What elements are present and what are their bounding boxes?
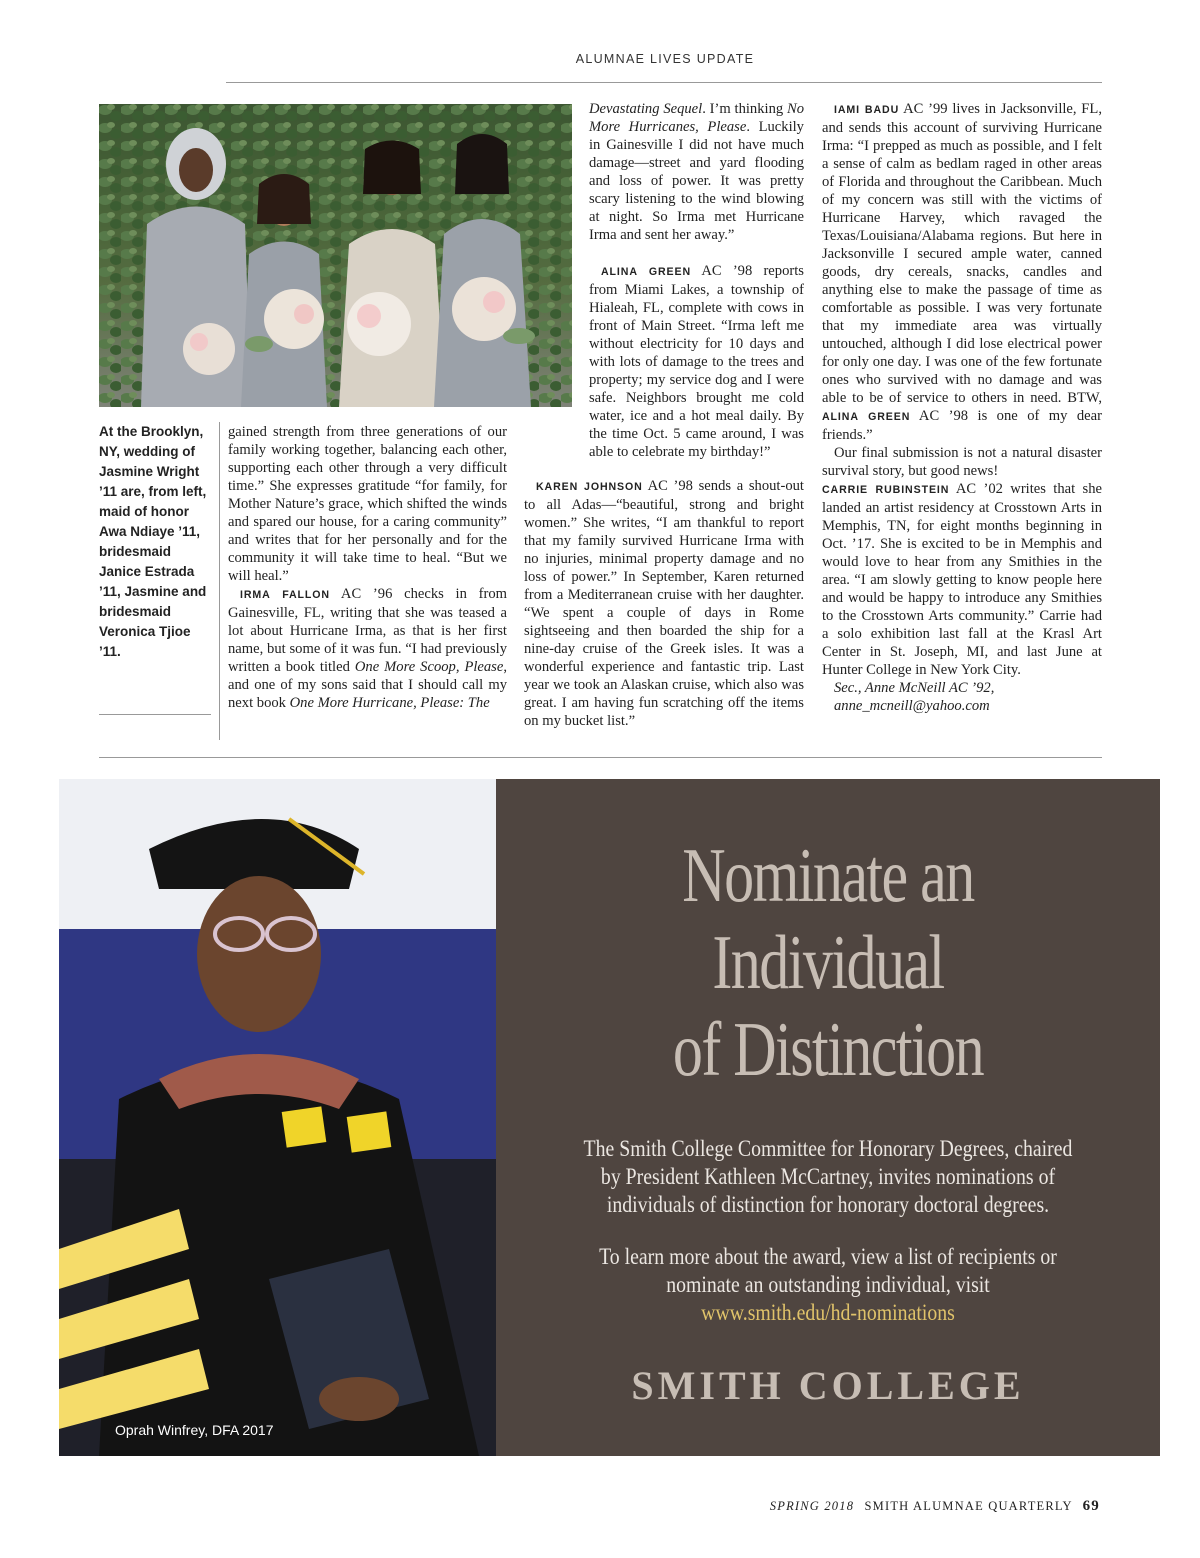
- smith-college-logo: SMITH COLLEGE: [631, 1363, 1025, 1408]
- col3-paragraph-final: Our final submission is not a natural disaster survival story, but good news!: [822, 445, 1102, 479]
- wedding-photo-caption: At the Brooklyn, NY, wedding of Jasmine Wright ’11 are, from left, maid of honor Awa Ndiaye ’11, bridesmaid Janice Estrada ’11, Jasmine and bridesmaid Veronica Tjioe ’11.: [99, 424, 207, 659]
- nominations-link[interactable]: www.smith.edu/hd-nominations: [701, 1300, 955, 1325]
- page-number: 69: [1082, 1498, 1100, 1514]
- column-divider-1: [219, 422, 220, 740]
- wedding-photo-illustration: [99, 104, 572, 407]
- column-1: [228, 423, 507, 712]
- column-2-top: [589, 100, 804, 244]
- ad-photo-caption: Oprah Winfrey, DFA 2017: [115, 1422, 274, 1438]
- col1-paragraph-1: gained strength from three generations of our family working together, balancing each other, supporting each other through a very difficult time.” She expresses gratitude “for family, for Mother Nature’s grace, which shifted the winds and spared our house, for a caring community” and writes that for her personally and for the community it will take time to heal. “But we will heal.”: [228, 424, 507, 584]
- ad-body-2: To learn more about the award, view a list of recipients or nominate an outstanding individual, visit www.smith.edu/hd-nominations: [542, 1243, 1113, 1327]
- col3-paragraph-carrie: CARRIE RUBINSTEIN AC ’02 writes that she landed an artist residency at Crosstown Arts in Memphis, TN, for eight months beginning in Oct. ’17. She is excited to be in Memphis and would love to hear from any Smithies in the area. “I am slowly getting to know people here and would be happy to introduce any Smithies to the Crosstown Arts community.” Carrie had a solo exhibition last fall at the Krasl Art Center in St. Joseph, MI, and last June at Hunter College in New York City.: [822, 481, 1102, 678]
- col1-paragraph-irma: IRMA FALLON AC ’96 checks in from Gainesville, FL, writing that she was teased a lot about Hurricane Irma, as that is her first name, but some of it was fun. “I had previously written a book titled One More Scoop, Please, and one of my sons said that I should call my next book One More Hurricane, Please: The: [228, 586, 508, 711]
- col3-paragraph-iami: IAMI BADU AC ’99 lives in Jacksonville, FL, and sends this account of surviving Hurricane Irma: “I prepped as much as possible, and I felt a sense of calm as bedlam raged in other areas of Florida and throughout the Caribbean. Much of my concern was still with the victims of Hurricane Harvey, which ravaged the Texas/Louisiana/Alabama regions. But here in Jacksonville I secured ample water, canned goods, dry cereals, snacks, candles and anything else to make the passage of time as comfortable as possible. I was very fortunate that my immediate area was virtually untouched, although I did lose electrical power for only one day. I was one of the few fortunate ones who survived with no damage and was able to be of service to others in need. BTW, ALINA GREEN AC ’98 is one of my dear friends.”: [822, 101, 1102, 443]
- header-rule: [226, 82, 1102, 83]
- column-2-karen: [524, 477, 804, 730]
- ad-title: Nominate an Individual of Distinction: [672, 832, 984, 1092]
- wedding-photo: [99, 104, 572, 407]
- ad-photo: [59, 779, 496, 1456]
- section-header: ALUMNAE LIVES UPDATE: [575, 52, 755, 66]
- col2-paragraph-continued: Devastating Sequel. I’m thinking No More Hurricanes, Please. Luckily in Gainesville I did not have much damage—street and yard flooding and loss of power. It was pretty scary listening to the wind blowing at night. So Irma met Hurricane Irma and sent her away.”: [589, 101, 804, 243]
- karen-johnson-name: KAREN JOHNSON: [536, 481, 643, 493]
- alina-green-name: ALINA GREEN: [601, 266, 692, 278]
- irma-fallon-name: IRMA FALLON: [240, 589, 330, 601]
- page-footer: [770, 1498, 1100, 1515]
- ad-body-1: The Smith College Committee for Honorary Degrees, chaired by President Kathleen McCartney, invites nominations of individuals of distinction for honorary doctoral degrees.: [583, 1136, 1073, 1217]
- iami-badu-name: IAMI BADU: [834, 104, 900, 116]
- article-bottom-rule: [99, 757, 1102, 758]
- class-secretary: Sec., Anne McNeill AC ’92,: [834, 680, 995, 696]
- oprah-portrait-illustration: [59, 779, 496, 1456]
- footer-publication: SMITH ALUMNAE QUARTERLY: [864, 1499, 1073, 1513]
- column-2-alina: [589, 262, 804, 461]
- carrie-rubinstein-name: CARRIE RUBINSTEIN: [822, 484, 950, 496]
- column-3: [822, 100, 1102, 715]
- secretary-email: anne_mcneill@yahoo.com: [834, 698, 990, 714]
- alina-green-name-2: ALINA GREEN: [822, 411, 911, 423]
- col2-paragraph-karen: KAREN JOHNSON AC ’98 sends a shout-out to all Adas—“beautiful, strong and bright women.” She writes, “I am thankful to report that my family survived Hurricane Irma with no injuries, minimal property damage and no loss of power.” In September, Karen returned from a Mediterranean cruise with her daughter. “We spent a couple of days in Rome sightseeing and then boarded the ship for a nine-day cruise of the Greek isles. It was a wonderful experience and fantastic trip. Last year we took an Alaskan cruise, which also was great. I am having fun scratching off the items on my bucket list.”: [524, 478, 804, 729]
- footer-issue: SPRING 2018: [769, 1499, 855, 1513]
- caption-rule: [99, 714, 211, 715]
- col2-paragraph-alina: ALINA GREEN AC ’98 reports from Miami Lakes, a township of Hialeah, FL, complete with cows in front of Main Street. “Irma left me without electricity for 10 days and with lots of damage to the trees and property; my service dog and I were safe. Neighbors brought me cold water, ice and a hot meal daily. By the time Oct. 5 came around, I was able to celebrate my birthday!”: [589, 263, 804, 460]
